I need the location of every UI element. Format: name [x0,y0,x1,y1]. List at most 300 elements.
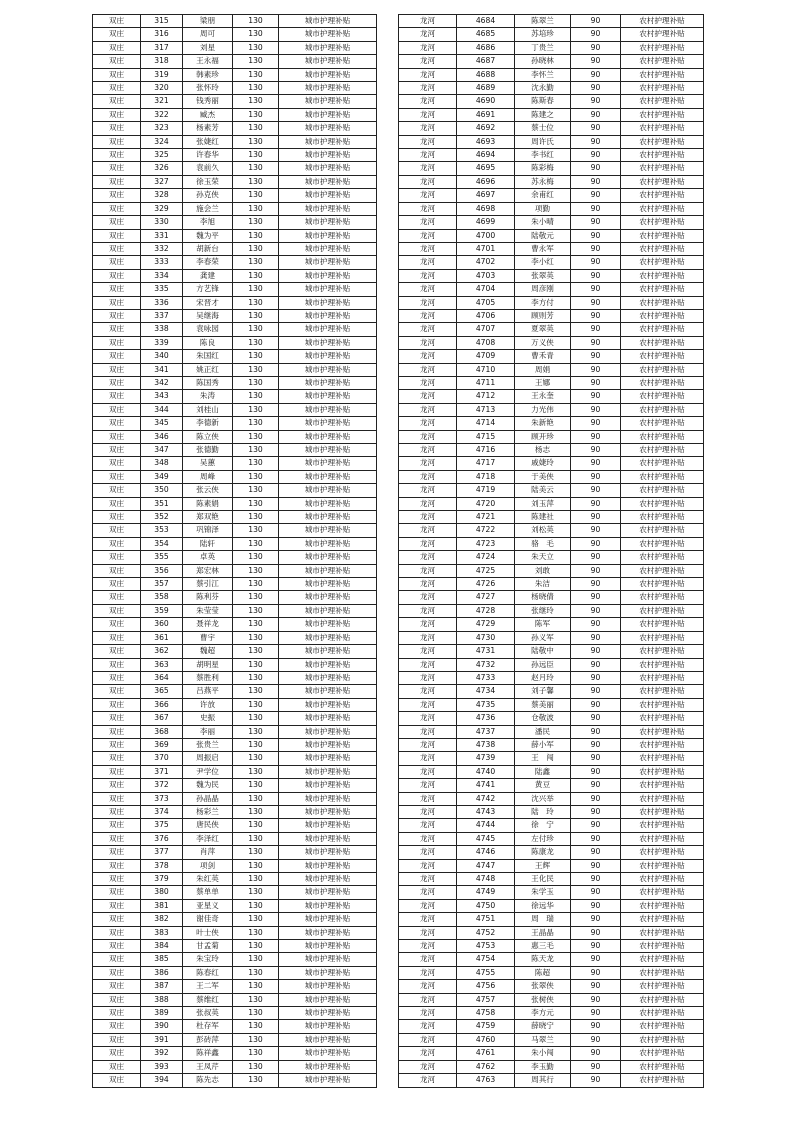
serial-number-cell: 4745 [457,832,515,845]
town-cell: 龙河 [399,350,457,363]
town-cell: 龙河 [399,511,457,524]
subsidy-type-cell: 农村护理补贴 [621,685,704,698]
subsidy-type-cell: 农村护理补贴 [621,645,704,658]
serial-number-cell: 380 [141,886,183,899]
name-cell: 朱小闯 [515,1047,571,1060]
serial-number-cell: 4699 [457,216,515,229]
name-cell: 吴继海 [183,309,233,322]
table-row [93,1007,377,1020]
name-cell: 张树侠 [515,993,571,1006]
subsidy-type-cell: 城市护理补贴 [279,41,377,54]
serial-number-cell: 331 [141,229,183,242]
serial-number-cell: 4727 [457,591,515,604]
table-row [399,28,704,41]
table-row [399,658,704,671]
name-cell: 徐远华 [515,899,571,912]
serial-number-cell: 4710 [457,363,515,376]
serial-number-cell: 373 [141,792,183,805]
table-row [93,149,377,162]
amount-cell: 130 [233,618,279,631]
town-cell: 龙河 [399,859,457,872]
amount-cell: 90 [571,497,621,510]
subsidy-type-cell: 城市护理补贴 [279,470,377,483]
town-cell: 龙河 [399,283,457,296]
town-cell: 龙河 [399,403,457,416]
amount-cell: 130 [233,645,279,658]
town-cell: 龙河 [399,41,457,54]
serial-number-cell: 4713 [457,403,515,416]
town-cell: 双庄 [93,28,141,41]
name-cell: 丁贵兰 [515,41,571,54]
table-row [93,886,377,899]
table-row [399,1074,704,1087]
table-row [399,15,704,28]
serial-number-cell: 354 [141,537,183,550]
table-row [399,1060,704,1073]
amount-cell: 90 [571,993,621,1006]
amount-cell: 130 [233,604,279,617]
serial-number-cell: 379 [141,873,183,886]
serial-number-cell: 366 [141,698,183,711]
town-cell: 龙河 [399,805,457,818]
town-cell: 双庄 [93,55,141,68]
serial-number-cell: 4697 [457,189,515,202]
table-row [93,15,377,28]
name-cell: 王永奎 [515,390,571,403]
town-cell: 龙河 [399,564,457,577]
table-row [399,484,704,497]
amount-cell: 90 [571,1047,621,1060]
amount-cell: 130 [233,1074,279,1087]
amount-cell: 130 [233,551,279,564]
amount-cell: 130 [233,122,279,135]
amount-cell: 90 [571,417,621,430]
town-cell: 龙河 [399,671,457,684]
name-cell: 陆轩 [183,537,233,550]
name-cell: 马翠兰 [515,1033,571,1046]
amount-cell: 90 [571,846,621,859]
name-cell: 魏为民 [183,779,233,792]
subsidy-type-cell: 农村护理补贴 [621,135,704,148]
amount-cell: 130 [233,980,279,993]
amount-cell: 130 [233,28,279,41]
subsidy-type-cell: 城市护理补贴 [279,457,377,470]
amount-cell: 90 [571,175,621,188]
name-cell: 李小红 [515,256,571,269]
town-cell: 双庄 [93,135,141,148]
table-row [93,82,377,95]
serial-number-cell: 356 [141,564,183,577]
name-cell: 刘桂山 [183,403,233,416]
serial-number-cell: 4711 [457,376,515,389]
name-cell: 张怀玲 [183,82,233,95]
table-row [399,993,704,1006]
amount-cell: 90 [571,551,621,564]
amount-cell: 90 [571,886,621,899]
amount-cell: 130 [233,524,279,537]
subsidy-type-cell: 城市护理补贴 [279,671,377,684]
name-cell: 朱学玉 [515,886,571,899]
serial-number-cell: 333 [141,256,183,269]
serial-number-cell: 392 [141,1047,183,1060]
name-cell: 曹禾青 [515,350,571,363]
name-cell: 张叔英 [183,1007,233,1020]
subsidy-type-cell: 农村护理补贴 [621,671,704,684]
table-row [93,296,377,309]
table-row [399,175,704,188]
name-cell: 曹永军 [515,242,571,255]
table-row [399,712,704,725]
serial-number-cell: 4701 [457,242,515,255]
subsidy-type-cell: 农村护理补贴 [621,376,704,389]
town-cell: 龙河 [399,376,457,389]
table-row [399,846,704,859]
serial-number-cell: 375 [141,819,183,832]
table-row [399,497,704,510]
amount-cell: 130 [233,779,279,792]
serial-number-cell: 355 [141,551,183,564]
amount-cell: 130 [233,283,279,296]
name-cell: 李方元 [515,1007,571,1020]
name-cell: 周 瑞 [515,913,571,926]
subsidy-type-cell: 农村护理补贴 [621,216,704,229]
town-cell: 龙河 [399,578,457,591]
town-cell: 龙河 [399,162,457,175]
subsidy-type-cell: 农村护理补贴 [621,1033,704,1046]
amount-cell: 130 [233,296,279,309]
subsidy-type-cell: 城市护理补贴 [279,685,377,698]
serial-number-cell: 4688 [457,68,515,81]
town-cell: 双庄 [93,417,141,430]
town-cell: 龙河 [399,953,457,966]
town-cell: 龙河 [399,229,457,242]
town-cell: 双庄 [93,376,141,389]
serial-number-cell: 4707 [457,323,515,336]
subsidy-type-cell: 城市护理补贴 [279,417,377,430]
subsidy-type-cell: 农村护理补贴 [621,149,704,162]
serial-number-cell: 316 [141,28,183,41]
table-row [93,444,377,457]
right-subsidy-table [398,14,704,1088]
table-row [93,269,377,282]
subsidy-type-cell: 城市护理补贴 [279,1060,377,1073]
amount-cell: 130 [233,68,279,81]
table-row [93,752,377,765]
serial-number-cell: 4756 [457,980,515,993]
table-row [399,551,704,564]
table-row [93,564,377,577]
table-row [93,832,377,845]
subsidy-type-cell: 城市护理补贴 [279,350,377,363]
subsidy-type-cell: 农村护理补贴 [621,993,704,1006]
name-cell: 孙克侠 [183,189,233,202]
subsidy-type-cell: 城市护理补贴 [279,631,377,644]
table-row [399,832,704,845]
serial-number-cell: 359 [141,604,183,617]
table-row [93,913,377,926]
amount-cell: 130 [233,135,279,148]
subsidy-type-cell: 城市护理补贴 [279,1020,377,1033]
subsidy-type-cell: 农村护理补贴 [621,832,704,845]
name-cell: 顾开珍 [515,430,571,443]
subsidy-type-cell: 农村护理补贴 [621,430,704,443]
name-cell: 张德勤 [183,444,233,457]
name-cell: 周其行 [515,1074,571,1087]
serial-number-cell: 4725 [457,564,515,577]
serial-number-cell: 364 [141,671,183,684]
subsidy-type-cell: 农村护理补贴 [621,980,704,993]
table-row [93,899,377,912]
name-cell: 骆 毛 [515,537,571,550]
subsidy-type-cell: 农村护理补贴 [621,846,704,859]
table-row [93,323,377,336]
subsidy-type-cell: 农村护理补贴 [621,899,704,912]
town-cell: 双庄 [93,537,141,550]
serial-number-cell: 328 [141,189,183,202]
subsidy-type-cell: 城市护理补贴 [279,819,377,832]
name-cell: 陈建之 [515,108,571,121]
name-cell: 左付珍 [515,832,571,845]
name-cell: 陈斯春 [515,95,571,108]
town-cell: 龙河 [399,336,457,349]
table-row [399,242,704,255]
right-table-body [399,15,704,1088]
amount-cell: 130 [233,873,279,886]
subsidy-type-cell: 城市护理补贴 [279,859,377,872]
subsidy-type-cell: 农村护理补贴 [621,591,704,604]
name-cell: 史振 [183,712,233,725]
subsidy-type-cell: 城市护理补贴 [279,712,377,725]
subsidy-type-cell: 城市护理补贴 [279,658,377,671]
serial-number-cell: 384 [141,940,183,953]
serial-number-cell: 4687 [457,55,515,68]
table-row [399,819,704,832]
subsidy-type-cell: 农村护理补贴 [621,1074,704,1087]
table-row [93,189,377,202]
town-cell: 双庄 [93,819,141,832]
name-cell: 李丽 [183,725,233,738]
subsidy-type-cell: 农村护理补贴 [621,618,704,631]
subsidy-type-cell: 城市护理补贴 [279,913,377,926]
name-cell: 朱红英 [183,873,233,886]
subsidy-type-cell: 城市护理补贴 [279,511,377,524]
amount-cell: 130 [233,363,279,376]
town-cell: 龙河 [399,604,457,617]
amount-cell: 90 [571,899,621,912]
table-row [93,631,377,644]
amount-cell: 130 [233,470,279,483]
amount-cell: 90 [571,55,621,68]
serial-number-cell: 4729 [457,618,515,631]
amount-cell: 90 [571,216,621,229]
subsidy-type-cell: 农村护理补贴 [621,256,704,269]
serial-number-cell: 391 [141,1033,183,1046]
amount-cell: 90 [571,980,621,993]
amount-cell: 130 [233,95,279,108]
amount-cell: 90 [571,966,621,979]
subsidy-type-cell: 农村护理补贴 [621,390,704,403]
name-cell: 项勤 [515,202,571,215]
subsidy-type-cell: 城市护理补贴 [279,229,377,242]
amount-cell: 90 [571,752,621,765]
town-cell: 龙河 [399,792,457,805]
amount-cell: 90 [571,28,621,41]
town-cell: 双庄 [93,15,141,28]
subsidy-type-cell: 农村护理补贴 [621,698,704,711]
serial-number-cell: 4684 [457,15,515,28]
table-row [93,309,377,322]
serial-number-cell: 4716 [457,444,515,457]
name-cell: 宋晋才 [183,296,233,309]
name-cell: 刘子馨 [515,685,571,698]
amount-cell: 90 [571,202,621,215]
subsidy-type-cell: 农村护理补贴 [621,940,704,953]
name-cell: 王化民 [515,873,571,886]
name-cell: 尹学位 [183,765,233,778]
town-cell: 双庄 [93,645,141,658]
town-cell: 双庄 [93,1047,141,1060]
name-cell: 孙晓林 [515,55,571,68]
serial-number-cell: 342 [141,376,183,389]
amount-cell: 130 [233,537,279,550]
table-row [93,108,377,121]
name-cell: 蔡美丽 [515,698,571,711]
serial-number-cell: 319 [141,68,183,81]
town-cell: 双庄 [93,296,141,309]
table-row [399,604,704,617]
amount-cell: 90 [571,376,621,389]
subsidy-type-cell: 农村护理补贴 [621,417,704,430]
name-cell: 王娜 [515,376,571,389]
serial-number-cell: 320 [141,82,183,95]
town-cell: 龙河 [399,591,457,604]
serial-number-cell: 378 [141,859,183,872]
serial-number-cell: 368 [141,725,183,738]
amount-cell: 90 [571,15,621,28]
table-row [93,41,377,54]
amount-cell: 90 [571,470,621,483]
subsidy-type-cell: 城市护理补贴 [279,175,377,188]
town-cell: 双庄 [93,966,141,979]
name-cell: 黄豆 [515,779,571,792]
amount-cell: 90 [571,658,621,671]
subsidy-type-cell: 农村护理补贴 [621,886,704,899]
town-cell: 龙河 [399,216,457,229]
serial-number-cell: 4690 [457,95,515,108]
table-row [93,524,377,537]
left-subsidy-table [92,14,377,1088]
town-cell: 双庄 [93,95,141,108]
subsidy-type-cell: 城市护理补贴 [279,256,377,269]
table-row [399,792,704,805]
name-cell: 陈彩梅 [515,162,571,175]
amount-cell: 90 [571,1060,621,1073]
table-row [93,256,377,269]
town-cell: 龙河 [399,484,457,497]
town-cell: 双庄 [93,685,141,698]
table-row [93,551,377,564]
name-cell: 陈祥鑫 [183,1047,233,1060]
subsidy-type-cell: 农村护理补贴 [621,28,704,41]
name-cell: 王二军 [183,980,233,993]
serial-number-cell: 4723 [457,537,515,550]
subsidy-type-cell: 城市护理补贴 [279,149,377,162]
name-cell: 蔡胜利 [183,671,233,684]
name-cell: 李方付 [515,296,571,309]
amount-cell: 90 [571,149,621,162]
subsidy-type-cell: 农村护理补贴 [621,457,704,470]
serial-number-cell: 334 [141,269,183,282]
table-row [399,363,704,376]
town-cell: 双庄 [93,323,141,336]
town-cell: 龙河 [399,698,457,711]
town-cell: 双庄 [93,444,141,457]
amount-cell: 90 [571,390,621,403]
name-cell: 王永福 [183,55,233,68]
table-row [399,805,704,818]
amount-cell: 90 [571,524,621,537]
table-row [93,497,377,510]
table-row [399,390,704,403]
name-cell: 仓敬波 [515,712,571,725]
name-cell: 吴蕙 [183,457,233,470]
amount-cell: 90 [571,350,621,363]
serial-number-cell: 4747 [457,859,515,872]
serial-number-cell: 4746 [457,846,515,859]
name-cell: 张翠英 [515,269,571,282]
serial-number-cell: 4754 [457,953,515,966]
town-cell: 双庄 [93,497,141,510]
table-row [399,162,704,175]
amount-cell: 130 [233,578,279,591]
town-cell: 龙河 [399,28,457,41]
amount-cell: 130 [233,242,279,255]
subsidy-type-cell: 城市护理补贴 [279,497,377,510]
subsidy-type-cell: 城市护理补贴 [279,846,377,859]
name-cell: 张贵兰 [183,738,233,751]
table-row [399,269,704,282]
serial-number-cell: 4743 [457,805,515,818]
serial-number-cell: 4739 [457,752,515,765]
name-cell: 吕燕平 [183,685,233,698]
table-row [399,926,704,939]
table-row [399,376,704,389]
town-cell: 双庄 [93,551,141,564]
town-cell: 双庄 [93,229,141,242]
table-row [93,430,377,443]
name-cell: 卓英 [183,551,233,564]
amount-cell: 90 [571,122,621,135]
name-cell: 李泽红 [183,832,233,845]
amount-cell: 130 [233,323,279,336]
table-row [399,685,704,698]
table-row [93,712,377,725]
town-cell: 龙河 [399,645,457,658]
name-cell: 彭砖萍 [183,1033,233,1046]
table-row [93,953,377,966]
amount-cell: 90 [571,189,621,202]
subsidy-type-cell: 农村护理补贴 [621,1060,704,1073]
town-cell: 龙河 [399,966,457,979]
town-cell: 双庄 [93,470,141,483]
subsidy-type-cell: 农村护理补贴 [621,966,704,979]
amount-cell: 90 [571,1007,621,1020]
serial-number-cell: 4715 [457,430,515,443]
name-cell: 惠三毛 [515,940,571,953]
serial-number-cell: 369 [141,738,183,751]
name-cell: 梁朋 [183,15,233,28]
serial-number-cell: 325 [141,149,183,162]
